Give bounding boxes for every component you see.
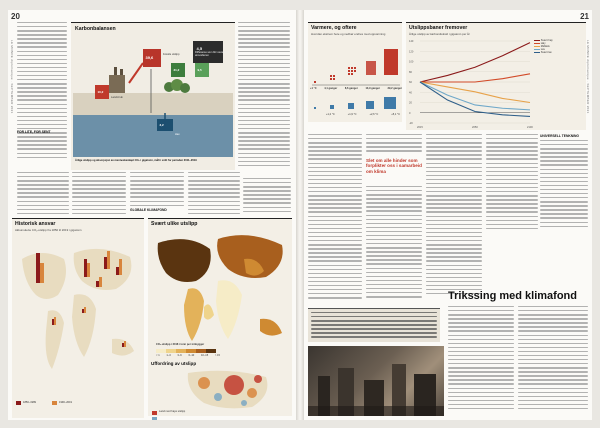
scenario-line [420,43,530,82]
photo-silhouettes [308,346,444,416]
label-diff: Differanse som blir værende i atmosfæren [195,51,229,57]
hist-legend-b: 1990–2019 [59,401,72,404]
text-column [486,134,538,234]
text-column [17,172,69,216]
text-column [366,186,422,304]
text-column [72,172,126,216]
text-column [366,134,422,156]
y-tick-label: 20 [409,101,412,105]
scen-subtitle: Årlige utslipp av karbondioksid i gigatonn per år [409,32,470,36]
scenario-line [420,82,530,116]
section-heading: GLOBALE KLIMAFOND [130,208,167,212]
stat-fossil: 39,6 [145,55,154,60]
text-column [308,134,362,304]
y-tick-label: 40 [409,91,412,95]
uff-title: Uffordring av utslipp [151,361,197,366]
y-tick-label: 60 [409,81,412,84]
y-tick-label: 120 [409,50,414,54]
left-page [8,10,296,420]
hist-map [12,219,144,419]
running-head-right: LE MONDE diplomatique · SEPTEMBER 2021 [586,40,590,114]
article-headline: Trikssing med klimafond [448,290,577,302]
y-tick-label: 140 [409,40,414,43]
svart-legend-steps: < 1 1–3 3–6 6–10 10–15 > 15 [156,354,220,357]
x-tick-label: 2050 [472,126,478,129]
note-box [308,308,440,342]
scenario-line [420,82,530,110]
uff-legend-1: Land med høye utslipp [159,410,186,413]
text-column [426,134,482,304]
page-number-left: 20 [11,12,20,21]
text-column [518,306,588,416]
running-head-left: LE MONDE diplomatique · SEPTEMBER 2021 [10,40,14,114]
karbon-title: Karbonbalansen [75,26,116,32]
stat-atmos: 9,5 [197,68,202,72]
article-photo [308,346,444,416]
hist-legend-a: 1850–1989 [23,401,36,404]
hist-title: Historisk ansvar [15,221,56,227]
text-column [540,140,588,234]
karbon-caption: Årlige utslipp og absorpsjon av menneskeskapt CO₂ i gigatonn, målt i snitt for perioden 2011–2019 [75,159,197,162]
svart-legend-title: CO₂-utslipp i 2018 i tonn per innbygger [156,343,205,346]
y-tick-label: 100 [409,60,414,64]
svart-panel [148,218,292,416]
y-tick-label: 0 [409,111,411,115]
stat-land: 10,2 [97,90,104,94]
right-page [304,10,592,420]
karbon-panel [71,22,235,170]
scen-title: Utslippsbaner fremover [409,25,468,31]
y-tick-label: -20 [409,122,413,125]
label-land: Land-bruk [111,96,123,99]
hist-subtitle: Akkumulerte CO₂-utslipp fra 1850 til 2019 i gigatonn [15,228,82,232]
section-heading: UNIVERSELL TENKNING [540,134,579,138]
text-column [448,306,514,416]
x-tick-label: 2100 [527,126,533,129]
stat-land-sink: 31,2 [173,68,180,72]
varme-chart [308,23,402,123]
scen-panel [406,22,586,130]
varme-temps: +1,2 °C +1,9 °C +2,6 °C +5,1 °C [326,113,400,116]
y-tick-label: 80 [409,70,412,74]
x-tick-label: 2015 [417,126,423,129]
varme-panel [308,22,402,122]
page-number-right: 21 [580,12,589,21]
scen-chart [406,23,586,131]
section-heading: FOR LITE, FOR SENT [17,130,51,134]
text-column [243,178,291,216]
pull-quote: Slet om alle hinder som forplikter oss i samarbeid om klima [366,158,422,174]
stat-ocean: 3,2 [159,123,164,127]
varme-title: Varmere, og oftere [311,25,357,31]
karbon-diagram [71,23,235,171]
historisk-panel [12,218,144,418]
svart-title: Svært ulike utslipp [151,221,198,227]
page-gutter [296,10,304,420]
varme-values: +1 °C 4,1 ganger 8,6 ganger 13,9 ganger 39,2 ganger [310,87,402,90]
stat-diff: 4,5 [196,46,203,51]
varme-subtitle: Hvordan ekstrem hete og nedbør endres med oppvarming [311,32,386,36]
text-column [188,172,240,216]
text-column [17,22,67,164]
text-column [238,22,290,172]
label-fossil: Fossile utslipp [163,53,180,56]
label-ocean: Hav [175,133,180,136]
scen-legend: Svært høy Høy Middels Lav Svært lav [534,39,553,54]
